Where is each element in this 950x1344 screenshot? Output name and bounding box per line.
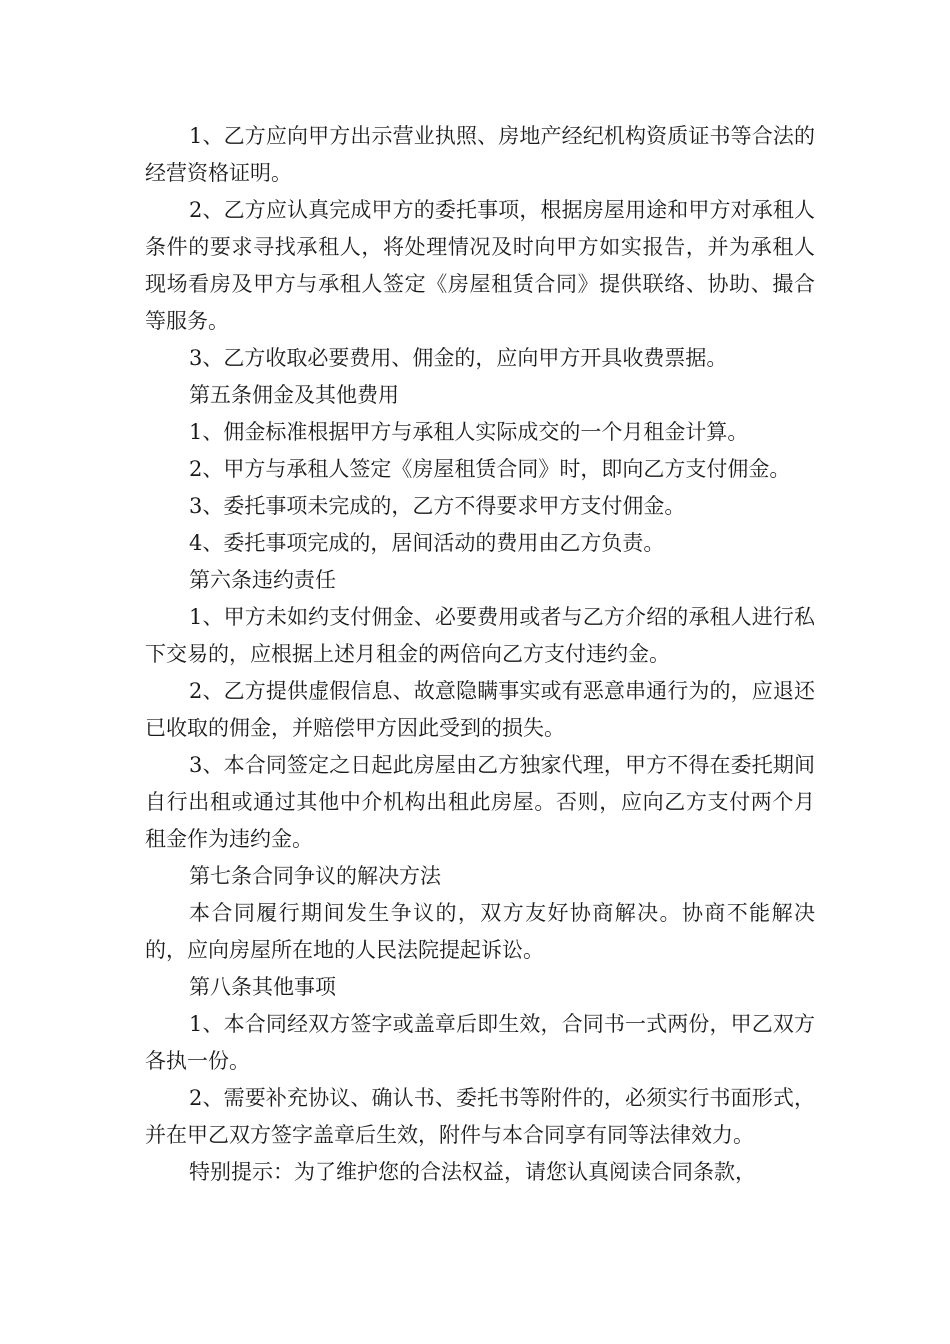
special-notice-paragraph: 特别提示：为了维护您的合法权益，请您认真阅读合同条款， [189,1160,756,1184]
clause-paragraph: 2、乙方提供虚假信息、故意隐瞒事实或有恶意串通行为的，应退还已收取的佣金，并赔偿甲方因此受到的损失。 [145,679,815,740]
clause-paragraph: 3、委托事项未完成的，乙方不得要求甲方支付佣金。 [189,494,686,518]
clause-paragraph: 本合同履行期间发生争议的，双方友好协商解决。协商不能解决的，应向房屋所在地的人民法院提起诉讼。 [145,901,815,962]
clause-paragraph: 3、本合同签定之日起此房屋由乙方独家代理，甲方不得在委托期间自行出租或通过其他中介机构出租此房屋。否则，应向乙方支付两个月租金作为违约金。 [145,753,815,851]
section-heading: 第八条其他事项 [189,975,336,999]
clause-paragraph: 2、需要补充协议、确认书、委托书等附件的，必须实行书面形式，并在甲乙双方签字盖章后生效，附件与本合同享有同等法律效力。 [145,1086,815,1147]
clause-paragraph: 3、乙方收取必要费用、佣金的，应向甲方开具收费票据。 [189,346,728,370]
clause-paragraph: 4、委托事项完成的，居间活动的费用由乙方负责。 [189,531,665,555]
clause-paragraph: 1、本合同经双方签字或盖章后即生效，合同书一式两份，甲乙双方各执一份。 [145,1012,815,1073]
clause-paragraph: 2、乙方应认真完成甲方的委托事项，根据房屋用途和甲方对承租人条件的要求寻找承租人，将处理情况及时向甲方如实报告，并为承租人现场看房及甲方与承租人签定《房屋租赁合同》提供联络、协助、撮合等服务。 [145,198,815,333]
section-heading: 第七条合同争议的解决方法 [189,864,441,888]
clause-paragraph: 1、甲方未如约支付佣金、必要费用或者与乙方介绍的承租人进行私下交易的，应根据上述月租金的两倍向乙方支付违约金。 [145,605,815,666]
document-body [145,118,815,1191]
clause-paragraph: 1、佣金标准根据甲方与承租人实际成交的一个月租金计算。 [189,420,749,444]
clause-paragraph: 1、乙方应向甲方出示营业执照、房地产经纪机构资质证书等合法的经营资格证明。 [145,124,815,185]
clause-paragraph: 2、甲方与承租人签定《房屋租赁合同》时，即向乙方支付佣金。 [189,457,791,481]
section-heading: 第六条违约责任 [189,568,336,592]
section-heading: 第五条佣金及其他费用 [189,383,399,407]
